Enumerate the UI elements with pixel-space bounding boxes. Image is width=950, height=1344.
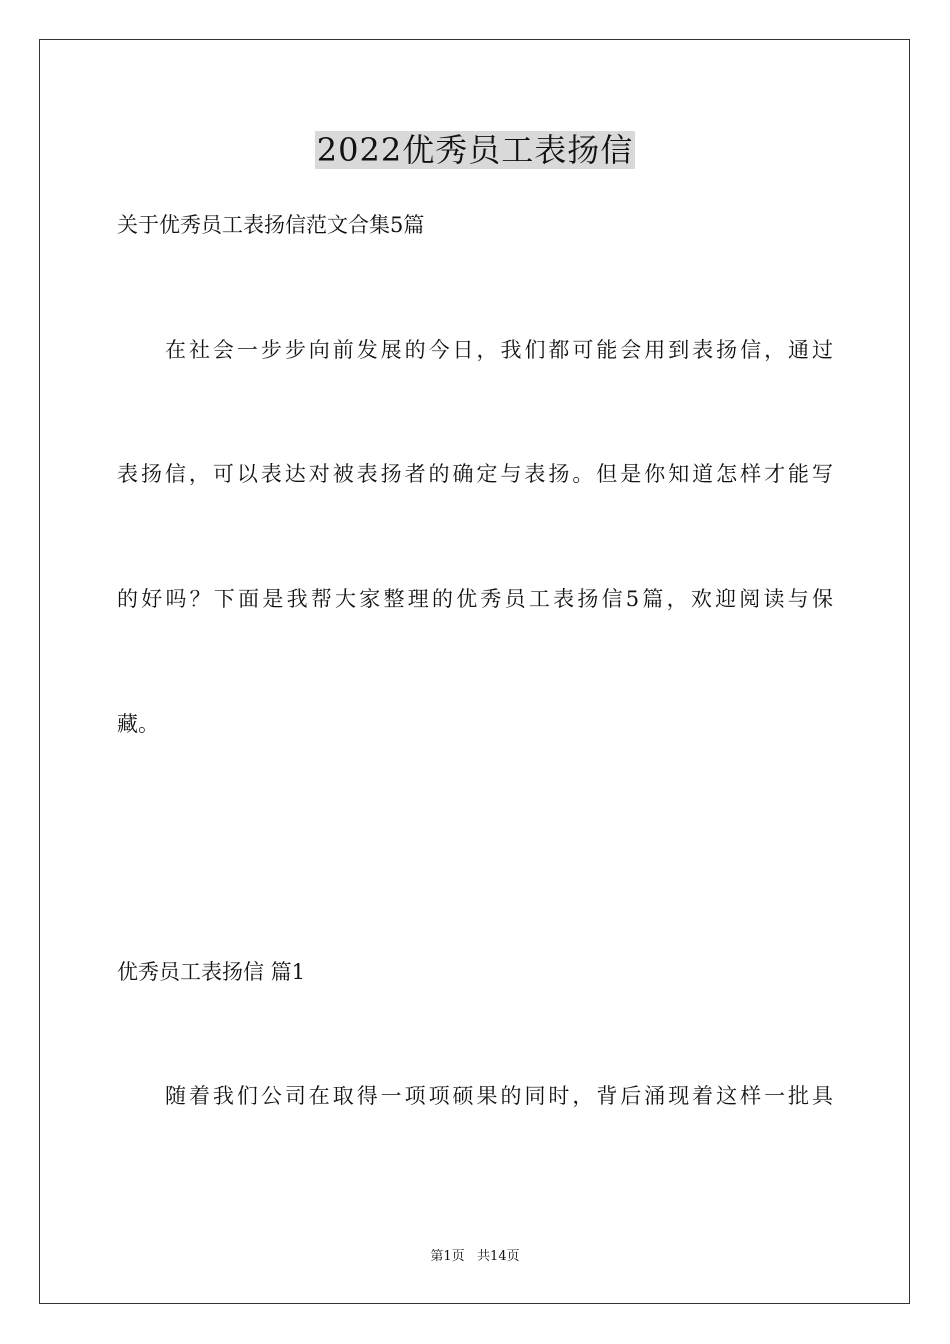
intro-paragraph-line-1: 在社会一步步向前发展的今日，我们都可能会用到表扬信，通过 [165, 338, 833, 362]
section-heading: 优秀员工表扬信 篇1 [117, 960, 306, 984]
document-subtitle: 关于优秀员工表扬信范文合集5篇 [117, 213, 425, 237]
section-paragraph-line-1: 随着我们公司在取得一项项硕果的同时，背后涌现着这样一批具 [165, 1084, 833, 1108]
intro-paragraph-line-3: 的好吗？下面是我帮大家整理的优秀员工表扬信5篇，欢迎阅读与保 [117, 587, 833, 611]
document-title [0, 128, 950, 172]
document-title-text: 2022优秀员工表扬信 [316, 131, 634, 169]
page-footer: 第1页 共14页 [430, 1249, 520, 1264]
intro-paragraph-line-4: 藏。 [117, 712, 159, 736]
intro-paragraph-line-2: 表扬信，可以表达对被表扬者的确定与表扬。但是你知道怎样才能写 [117, 462, 833, 486]
